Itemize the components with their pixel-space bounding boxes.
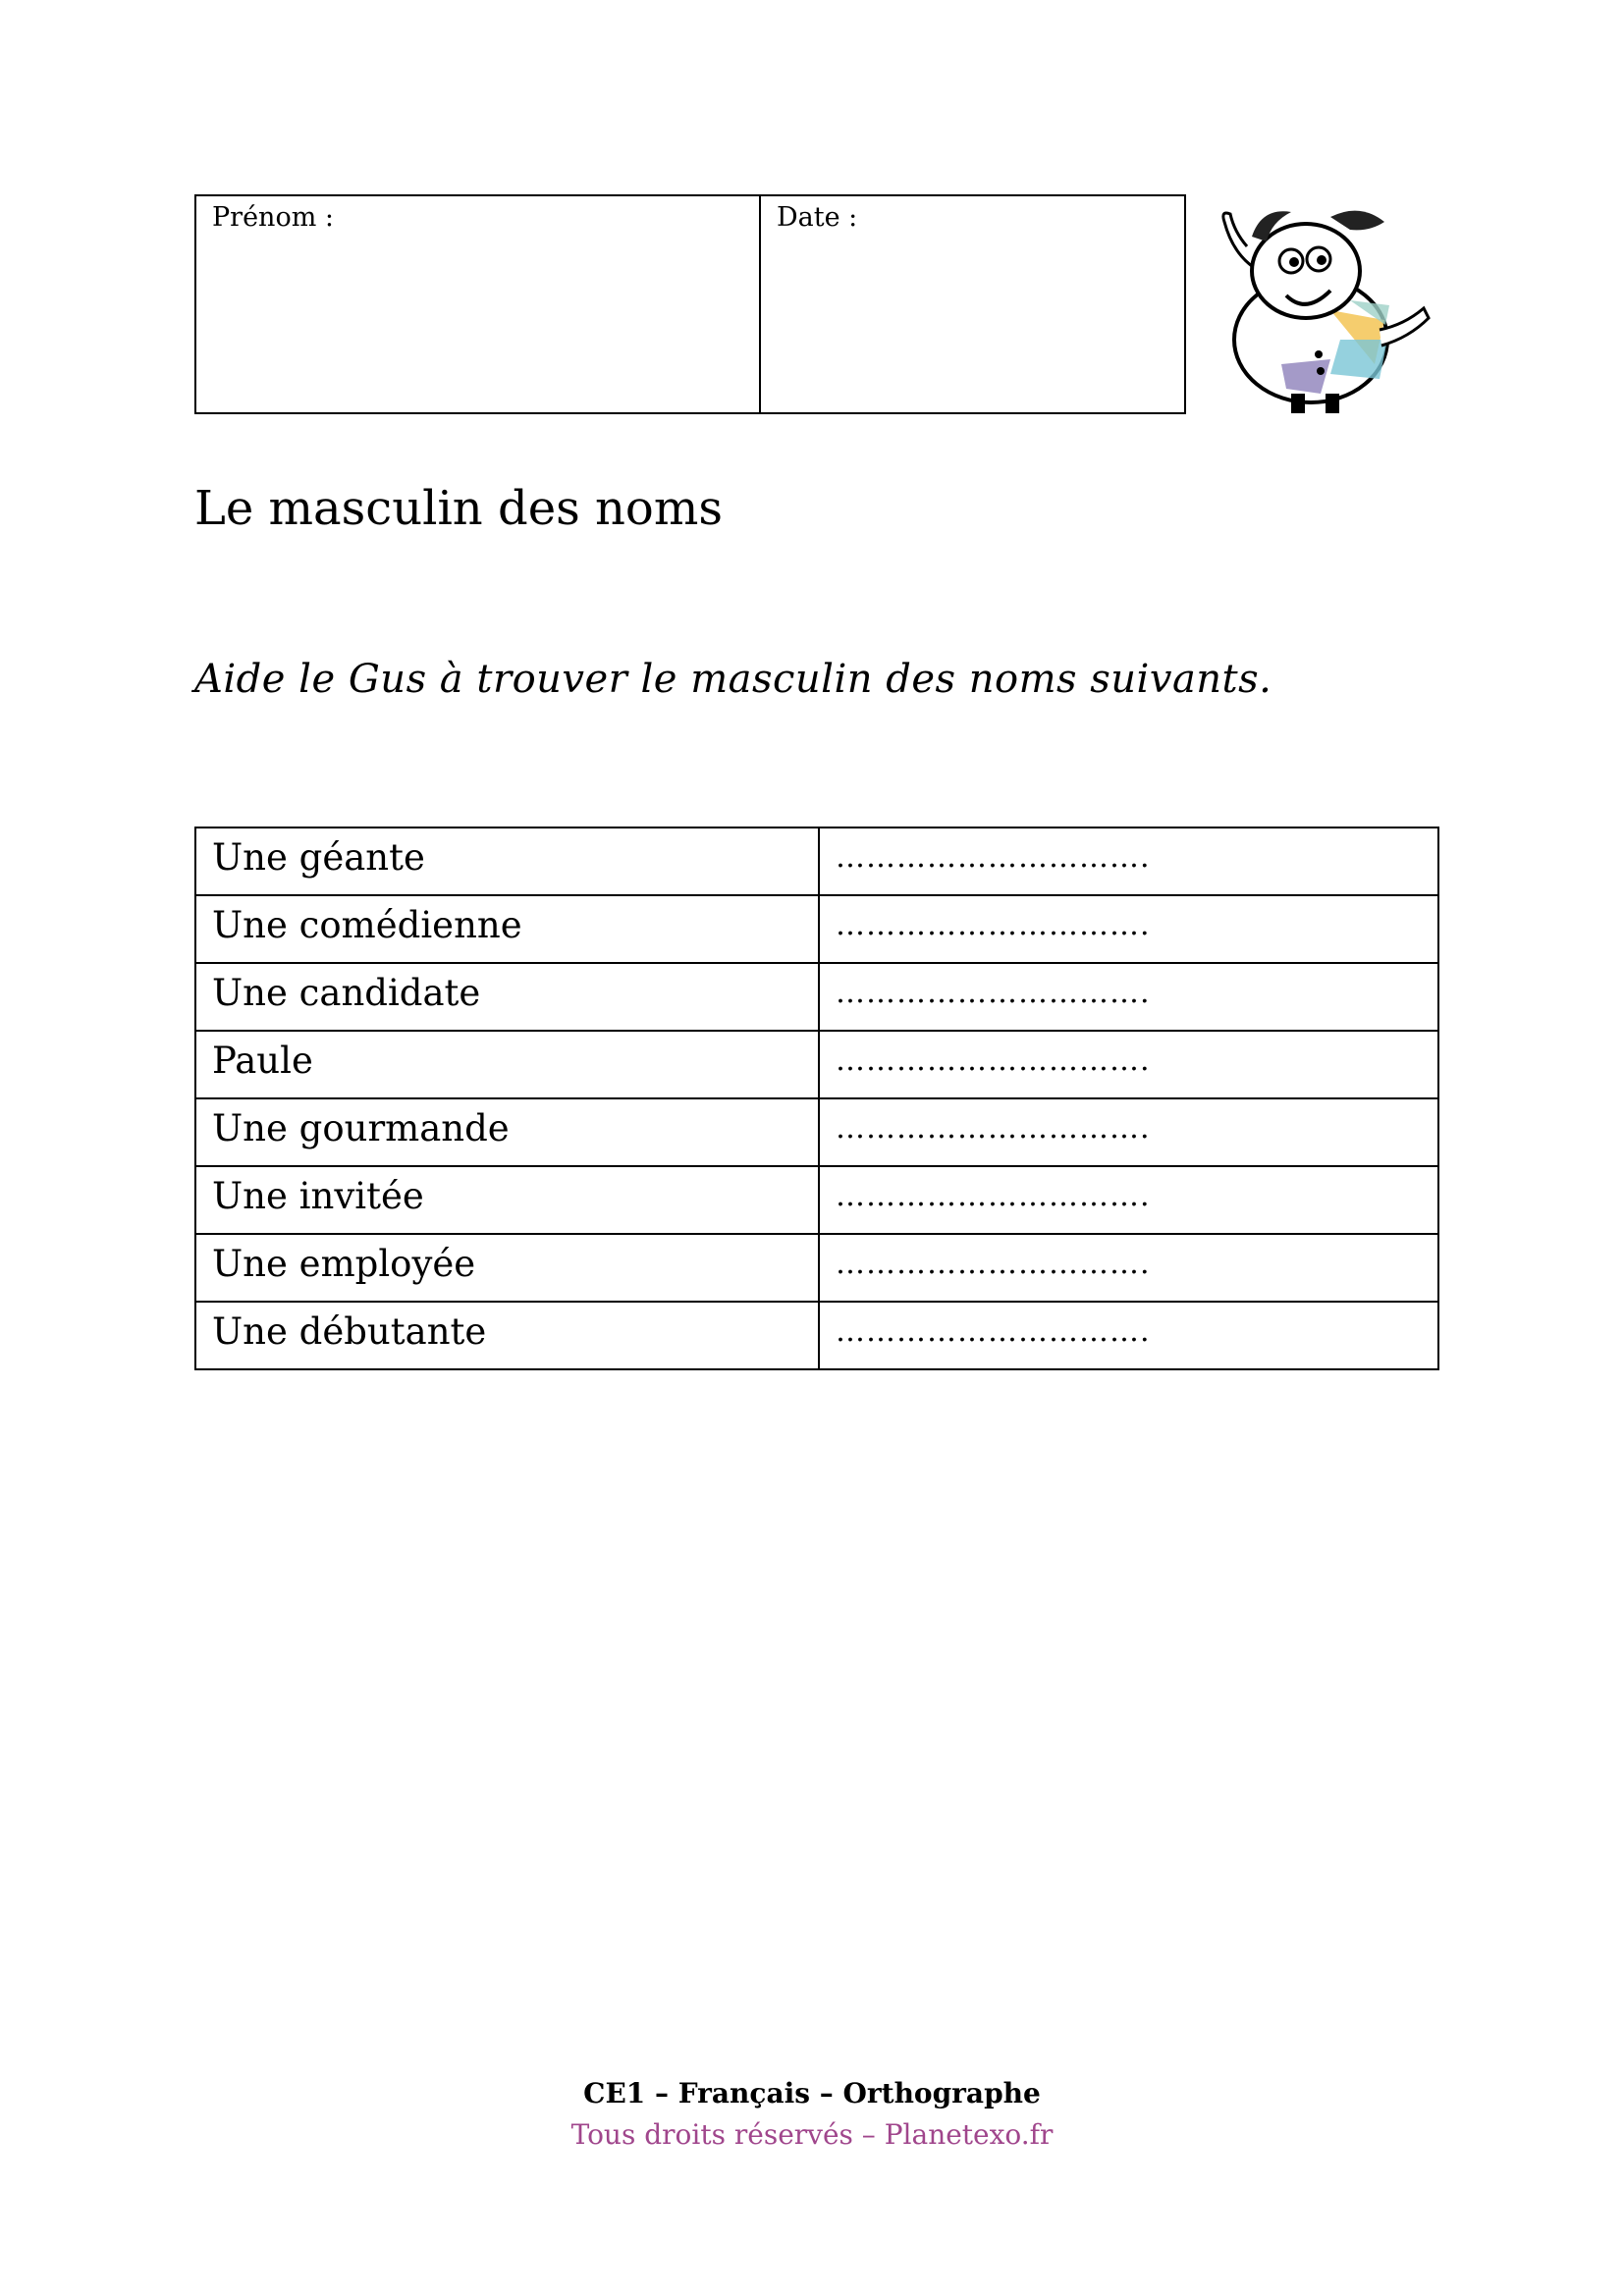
answer-blank-cell[interactable]: ………………………….	[819, 895, 1438, 963]
feminine-noun-cell: Une employée	[195, 1234, 819, 1302]
table-row	[195, 1302, 1438, 1369]
feminine-noun-cell: Une débutante	[195, 1302, 819, 1369]
feminine-noun-cell: Une gourmande	[195, 1098, 819, 1166]
table-row	[195, 1166, 1438, 1234]
table-row	[195, 895, 1438, 963]
exercise-table	[194, 827, 1439, 1370]
answer-blank-cell[interactable]: ………………………….	[819, 828, 1438, 895]
answer-blank-cell[interactable]: ………………………….	[819, 1234, 1438, 1302]
feminine-noun-cell: Une invitée	[195, 1166, 819, 1234]
table-row	[195, 963, 1438, 1031]
date-label: Date :	[777, 202, 858, 233]
feminine-noun-cell: Une géante	[195, 828, 819, 895]
table-row	[195, 1234, 1438, 1302]
prenom-field[interactable]	[196, 196, 761, 412]
table-row	[195, 1031, 1438, 1098]
prenom-label: Prénom :	[212, 202, 334, 233]
instruction-text: Aide le Gus à trouver le masculin des noms suivants.	[194, 657, 1272, 702]
answer-blank-cell[interactable]: ………………………….	[819, 1031, 1438, 1098]
answer-blank-cell[interactable]: ………………………….	[819, 963, 1438, 1031]
answer-blank-cell[interactable]: ………………………….	[819, 1098, 1438, 1166]
date-field[interactable]	[761, 196, 1184, 412]
feminine-noun-cell: Paule	[195, 1031, 819, 1098]
answer-blank-cell[interactable]: ………………………….	[819, 1302, 1438, 1369]
footer-course: CE1 – Français – Orthographe	[583, 2077, 1041, 2109]
feminine-noun-cell: Une comédienne	[195, 895, 819, 963]
footer-copyright: Tous droits réservés – Planetexo.fr	[570, 2118, 1054, 2151]
page-title: Le masculin des noms	[194, 481, 723, 536]
table-row	[195, 1098, 1438, 1166]
feminine-noun-cell: Une candidate	[195, 963, 819, 1031]
name-date-box	[194, 194, 1186, 414]
table-row	[195, 828, 1438, 895]
gus-mascot-icon	[1213, 192, 1438, 418]
answer-blank-cell[interactable]: ………………………….	[819, 1166, 1438, 1234]
